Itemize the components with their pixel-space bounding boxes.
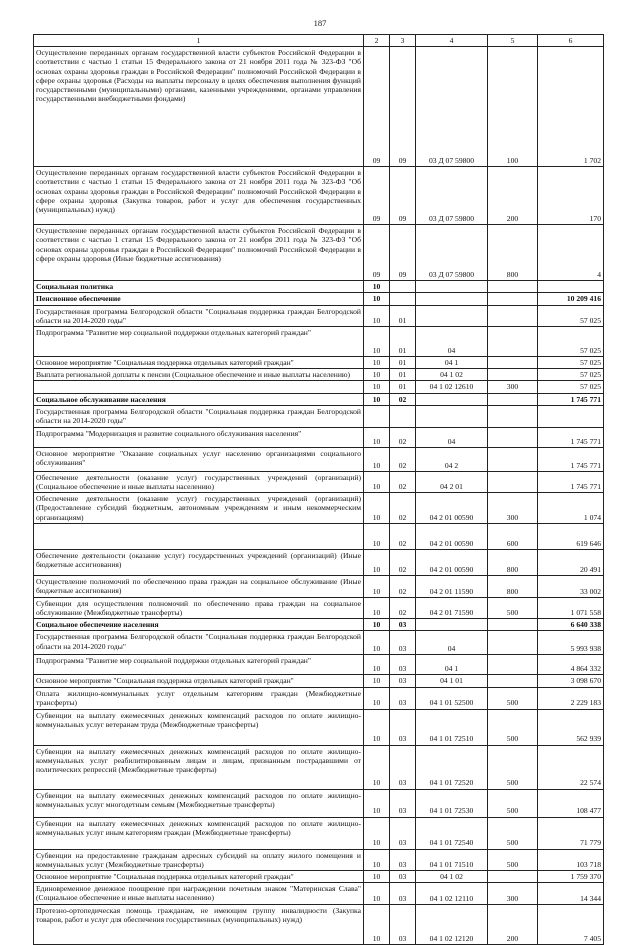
table-row: [34, 405, 604, 427]
row-target-article: [416, 305, 488, 326]
row-section: 10: [364, 597, 390, 618]
row-name: Субвенции для осуществления полномочий по обеспечению права граждан на социальное обслуживание (Межбюджетные трансферты): [34, 597, 364, 618]
row-name: Протезно-ортопедическая помощь гражданам, не имеющим группу инвалидности (Закупка товаров, работ и услуг для обеспечения государственных (муниципальных) нужд): [34, 905, 364, 945]
table-row: [34, 745, 604, 789]
row-section: 10: [364, 905, 390, 945]
row-subsection: 03: [390, 883, 416, 905]
row-amount: 1 745 771: [538, 447, 604, 471]
row-subsection: 02: [390, 427, 416, 447]
row-target-article: 04 1 01 72540: [416, 817, 488, 849]
row-amount: [538, 281, 604, 293]
row-subsection: 03: [390, 655, 416, 675]
row-expense-type: 200: [488, 905, 538, 945]
row-expense-type: [488, 619, 538, 631]
row-expense-type: 500: [488, 597, 538, 618]
row-amount: 2 229 183: [538, 687, 604, 709]
row-amount: 33 002: [538, 575, 604, 597]
row-target-article: 04: [416, 327, 488, 357]
row-amount: [538, 405, 604, 427]
row-expense-type: 500: [488, 745, 538, 789]
row-expense-type: [488, 327, 538, 357]
row-name: Государственная программа Белгородской области "Социальная поддержка граждан Белгородской области на 2014-2020 годы": [34, 631, 364, 655]
row-name: Основное мероприятие "Оказание социальных услуг населению организациями социального обслуживания": [34, 447, 364, 471]
row-subsection: 02: [390, 523, 416, 549]
row-name: Основное мероприятие "Социальная поддержка отдельных категорий граждан": [34, 357, 364, 369]
row-section: 10: [364, 655, 390, 675]
row-amount: 1 074: [538, 493, 604, 524]
row-amount: 5 993 938: [538, 631, 604, 655]
header-cell: 6: [538, 35, 604, 47]
row-section: 09: [364, 167, 390, 225]
row-name: Субвенции на предоставление гражданам адресных субсидий на оплату жилого помещения и коммунальных услуг (Межбюджетные трансферты): [34, 849, 364, 870]
header-cell: 3: [390, 35, 416, 47]
row-section: 10: [364, 575, 390, 597]
row-section: 10: [364, 381, 390, 393]
table-row: [34, 631, 604, 655]
row-section: 10: [364, 471, 390, 492]
row-subsection: 02: [390, 493, 416, 524]
row-expense-type: 500: [488, 709, 538, 745]
row-section: 10: [364, 393, 390, 405]
table-row: [34, 327, 604, 357]
row-expense-type: [488, 281, 538, 293]
table-row: [34, 883, 604, 905]
row-subsection: 01: [390, 305, 416, 326]
row-target-article: [416, 281, 488, 293]
row-expense-type: 500: [488, 789, 538, 817]
table-row: [34, 549, 604, 575]
row-expense-type: 800: [488, 225, 538, 281]
table-row: [34, 523, 604, 549]
row-subsection: 01: [390, 381, 416, 393]
table-header-row: [34, 35, 604, 47]
row-target-article: 04 2: [416, 447, 488, 471]
row-target-article: 04: [416, 631, 488, 655]
row-expense-type: 500: [488, 817, 538, 849]
row-target-article: 04 1 02: [416, 871, 488, 883]
table-row: [34, 167, 604, 225]
row-subsection: 02: [390, 393, 416, 405]
row-target-article: [416, 619, 488, 631]
row-target-article: 04 1: [416, 357, 488, 369]
row-section: 10: [364, 675, 390, 687]
table-row: [34, 47, 604, 167]
row-section: 10: [364, 281, 390, 293]
page-number: 187: [313, 18, 327, 28]
table-row: [34, 817, 604, 849]
row-subsection: 03: [390, 905, 416, 945]
row-target-article: 04 2 01: [416, 471, 488, 492]
row-section: 10: [364, 849, 390, 870]
row-name: Государственная программа Белгородской области "Социальная поддержка граждан Белгородской области на 2014-2020 годы": [34, 305, 364, 326]
row-amount: 57 025: [538, 305, 604, 326]
row-amount: 71 779: [538, 817, 604, 849]
row-name: Выплата региональной доплаты к пенсии (Социальное обеспечение и иные выплаты населению): [34, 369, 364, 381]
table-row: [34, 619, 604, 631]
row-name: Субвенции на выплату ежемесячных денежных компенсаций расходов по оплате жилищно-коммунальных услуг реабилитированным лицам и лицам, признанным пострадавшими от политических репрессий (Межбюджетные трансферты): [34, 745, 364, 789]
row-target-article: 04 1 02: [416, 369, 488, 381]
row-subsection: 03: [390, 619, 416, 631]
row-subsection: 09: [390, 225, 416, 281]
row-amount: 57 025: [538, 357, 604, 369]
row-target-article: 04 1 01 52500: [416, 687, 488, 709]
row-expense-type: 300: [488, 883, 538, 905]
row-name: Подпрограмма "Развитие мер социальной поддержки отдельных категорий граждан": [34, 327, 364, 357]
row-target-article: 04 1 01 71510: [416, 849, 488, 870]
row-subsection: 03: [390, 789, 416, 817]
row-name: Субвенции на выплату ежемесячных денежных компенсаций расходов по оплате жилищно-коммунальных услуг иным категориям граждан (Межбюджетные трансферты): [34, 817, 364, 849]
row-name: Осуществление переданных органам государственной власти субъектов Российской Федерации в соответствии с частью 1 статьи 15 Федерального закона от 21 ноября 2011 года № 323-ФЗ "Об основах охраны здоровья граждан в Российской Федерации" полномочий Российской Федерации в сфере охраны здоровья (Иные бюджетные ассигнования): [34, 225, 364, 281]
row-name: Осуществление переданных органам государственной власти субъектов Российской Федерации в соответствии с частью 1 статьи 15 Федерального закона от 21 ноября 2011 года № 323-ФЗ "Об основах охраны здоровья граждан в Российской Федерации" полномочий Российской Федерации в сфере охраны здоровья (Закупка товаров, работ и услуг для обеспечения государственных (муниципальных) нужд): [34, 167, 364, 225]
row-name: Подпрограмма "Модернизация и развитие социального обслуживания населения": [34, 427, 364, 447]
row-target-article: 04 1 01 72530: [416, 789, 488, 817]
row-expense-type: 500: [488, 687, 538, 709]
row-expense-type: [488, 369, 538, 381]
row-target-article: 04 1 02 12110: [416, 883, 488, 905]
table-row: [34, 575, 604, 597]
row-target-article: 04 2 01 00590: [416, 493, 488, 524]
row-name: Оплата жилищно-коммунальных услуг отдельным категориям граждан (Межбюджетные трансферты): [34, 687, 364, 709]
row-target-article: 04 1: [416, 655, 488, 675]
row-section: 10: [364, 447, 390, 471]
row-subsection: 02: [390, 447, 416, 471]
row-subsection: 03: [390, 631, 416, 655]
table-row: [34, 447, 604, 471]
row-subsection: 02: [390, 597, 416, 618]
row-name: Субвенции на выплату ежемесячных денежных компенсаций расходов по оплате жилищно-коммунальных услуг ветеранам труда (Межбюджетные трансферты): [34, 709, 364, 745]
table-row: [34, 305, 604, 326]
row-expense-type: [488, 631, 538, 655]
row-expense-type: [488, 675, 538, 687]
row-amount: 1 702: [538, 47, 604, 167]
row-section: 09: [364, 225, 390, 281]
row-name: Основное мероприятие "Социальная поддержка отдельных категорий граждан": [34, 675, 364, 687]
row-expense-type: [488, 305, 538, 326]
row-section: 10: [364, 427, 390, 447]
header-cell: 2: [364, 35, 390, 47]
row-name: Обеспечение деятельности (оказание услуг) государственных учреждений (организаций) (Предоставление субсидий бюджетным, автономным учреждениям и иным некоммерческим организациям): [34, 493, 364, 524]
table-row: [34, 905, 604, 945]
row-target-article: 04 2 01 11590: [416, 575, 488, 597]
table-row: [34, 709, 604, 745]
row-name: Социальная политика: [34, 281, 364, 293]
row-expense-type: 800: [488, 575, 538, 597]
row-subsection: 03: [390, 709, 416, 745]
row-target-article: 04 1 02 12610: [416, 381, 488, 393]
row-expense-type: [488, 447, 538, 471]
row-expense-type: [488, 471, 538, 492]
row-section: 10: [364, 631, 390, 655]
row-section: 10: [364, 523, 390, 549]
row-amount: 57 025: [538, 369, 604, 381]
row-amount: 170: [538, 167, 604, 225]
row-subsection: 03: [390, 745, 416, 789]
row-name: Социальное обеспечение населения: [34, 619, 364, 631]
table-row: [34, 789, 604, 817]
row-expense-type: [488, 293, 538, 305]
row-target-article: 03 Д 07 59800: [416, 225, 488, 281]
row-target-article: 04 2 01 00590: [416, 523, 488, 549]
row-subsection: [390, 281, 416, 293]
row-name: Осуществление полномочий по обеспечению права граждан на социальное обслуживание (Иные бюджетные ассигнования): [34, 575, 364, 597]
table-row: [34, 655, 604, 675]
row-target-article: 04 1 01 72520: [416, 745, 488, 789]
row-subsection: 03: [390, 687, 416, 709]
row-section: 10: [364, 709, 390, 745]
row-name: Обеспечение деятельности (оказание услуг) государственных учреждений (организаций) (Социальное обеспечение и иные выплаты населению): [34, 471, 364, 492]
row-subsection: 02: [390, 575, 416, 597]
row-amount: 7 405: [538, 905, 604, 945]
row-section: 10: [364, 293, 390, 305]
row-expense-type: 500: [488, 849, 538, 870]
row-amount: 4 864 332: [538, 655, 604, 675]
row-target-article: 03 Д 07 59800: [416, 47, 488, 167]
row-section: 10: [364, 327, 390, 357]
row-amount: 6 640 338: [538, 619, 604, 631]
row-target-article: 04 2 01 71590: [416, 597, 488, 618]
row-section: 10: [364, 745, 390, 789]
table-row: [34, 427, 604, 447]
row-section: 10: [364, 549, 390, 575]
row-name: Субвенции на выплату ежемесячных денежных компенсаций расходов по оплате жилищно-коммунальных услуг многодетным семьям (Межбюджетные трансферты): [34, 789, 364, 817]
row-expense-type: [488, 405, 538, 427]
row-name: Обеспечение деятельности (оказание услуг) государственных учреждений (организаций) (Иные бюджетные ассигнования): [34, 549, 364, 575]
row-subsection: 01: [390, 357, 416, 369]
table-row: [34, 849, 604, 870]
row-amount: 4: [538, 225, 604, 281]
row-amount: 20 491: [538, 549, 604, 575]
table-row: [34, 871, 604, 883]
row-amount: 57 025: [538, 327, 604, 357]
table-row: [34, 687, 604, 709]
row-target-article: [416, 405, 488, 427]
row-expense-type: 800: [488, 549, 538, 575]
row-name: Осуществление переданных органам государственной власти субъектов Российской Федерации в соответствии с частью 1 статьи 15 Федерального закона от 21 ноября 2011 года № 323-ФЗ "Об основах охраны здоровья граждан в Российской Федерации" полномочий Российской Федерации в сфере охраны здоровья (Расходы на выплаты персоналу в целях обеспечения выполнения функций государственными (муниципальными) органами, казенными учреждениями, органами управления государственными внебюджетными фондами): [34, 47, 364, 167]
row-amount: 22 574: [538, 745, 604, 789]
row-amount: 1 071 558: [538, 597, 604, 618]
row-section: 10: [364, 883, 390, 905]
row-subsection: 09: [390, 167, 416, 225]
row-target-article: 04 1 02 12120: [416, 905, 488, 945]
row-target-article: 04 2 01 00590: [416, 549, 488, 575]
row-subsection: 02: [390, 471, 416, 492]
row-section: 10: [364, 305, 390, 326]
header-cell: 4: [416, 35, 488, 47]
table-row: [34, 293, 604, 305]
header-cell: 5: [488, 35, 538, 47]
row-expense-type: 600: [488, 523, 538, 549]
table-row: [34, 493, 604, 524]
row-amount: 108 477: [538, 789, 604, 817]
row-section: 10: [364, 369, 390, 381]
row-expense-type: 200: [488, 167, 538, 225]
row-subsection: 03: [390, 871, 416, 883]
row-amount: 14 344: [538, 883, 604, 905]
row-expense-type: [488, 427, 538, 447]
row-target-article: 04 1 01: [416, 675, 488, 687]
table-row: [34, 393, 604, 405]
budget-table: [33, 34, 604, 945]
row-name: [34, 523, 364, 549]
row-expense-type: [488, 393, 538, 405]
header-cell: 1: [34, 35, 364, 47]
row-expense-type: [488, 655, 538, 675]
row-amount: 10 209 416: [538, 293, 604, 305]
row-amount: 1 745 771: [538, 393, 604, 405]
row-section: [364, 405, 390, 427]
row-subsection: 02: [390, 549, 416, 575]
row-subsection: 03: [390, 675, 416, 687]
row-expense-type: [488, 357, 538, 369]
row-target-article: 03 Д 07 59800: [416, 167, 488, 225]
row-section: 10: [364, 871, 390, 883]
row-expense-type: 300: [488, 493, 538, 524]
row-subsection: 01: [390, 369, 416, 381]
table-row: [34, 675, 604, 687]
row-name: [34, 381, 364, 393]
row-section: 09: [364, 47, 390, 167]
row-section: 10: [364, 357, 390, 369]
table-row: [34, 369, 604, 381]
table-row: [34, 357, 604, 369]
row-amount: 1 759 370: [538, 871, 604, 883]
row-subsection: 03: [390, 817, 416, 849]
row-expense-type: [488, 871, 538, 883]
table-row: [34, 471, 604, 492]
row-name: Государственная программа Белгородской области "Социальная поддержка граждан Белгородской области на 2014-2020 годы": [34, 405, 364, 427]
row-amount: 3 098 670: [538, 675, 604, 687]
row-amount: 103 718: [538, 849, 604, 870]
row-expense-type: 300: [488, 381, 538, 393]
row-amount: 1 745 771: [538, 471, 604, 492]
row-name: Социальное обслуживание населения: [34, 393, 364, 405]
row-amount: 619 646: [538, 523, 604, 549]
row-name: Основное мероприятие "Социальная поддержка отдельных категорий граждан": [34, 871, 364, 883]
row-section: 10: [364, 817, 390, 849]
row-section: 10: [364, 493, 390, 524]
row-subsection: [390, 293, 416, 305]
row-expense-type: 100: [488, 47, 538, 167]
table-row: [34, 281, 604, 293]
row-subsection: [390, 405, 416, 427]
table-row: [34, 381, 604, 393]
row-section: 10: [364, 619, 390, 631]
table-row: [34, 225, 604, 281]
row-subsection: 03: [390, 849, 416, 870]
row-name: Единовременное денежное поощрение при награждении почетным знаком "Материнская Слава" (Социальное обеспечение и иные выплаты населению): [34, 883, 364, 905]
row-section: 10: [364, 687, 390, 709]
row-amount: 57 025: [538, 381, 604, 393]
row-subsection: 01: [390, 327, 416, 357]
row-name: Пенсионное обеспечение: [34, 293, 364, 305]
row-target-article: [416, 293, 488, 305]
row-amount: 562 939: [538, 709, 604, 745]
row-subsection: 09: [390, 47, 416, 167]
row-section: 10: [364, 789, 390, 817]
row-amount: 1 745 771: [538, 427, 604, 447]
row-target-article: 04 1 01 72510: [416, 709, 488, 745]
table-row: [34, 597, 604, 618]
row-target-article: [416, 393, 488, 405]
row-target-article: 04: [416, 427, 488, 447]
row-name: Подпрограмма "Развитие мер социальной поддержки отдельных категорий граждан": [34, 655, 364, 675]
